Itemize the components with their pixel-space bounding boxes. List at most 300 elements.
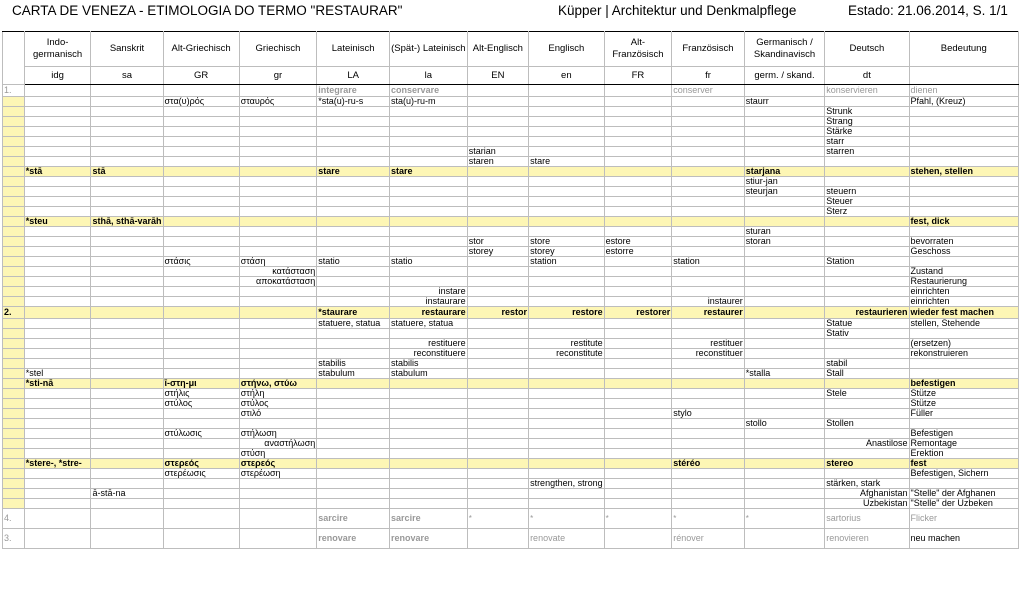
table-cell: [604, 187, 672, 197]
table-cell: [909, 117, 1019, 127]
table-cell: [163, 277, 239, 287]
table-cell: [239, 207, 317, 217]
table-cell: [467, 349, 528, 359]
table-cell: [744, 439, 825, 449]
table-cell: στύση: [239, 449, 317, 459]
table-cell: [909, 359, 1019, 369]
table-cell: [467, 479, 528, 489]
table-cell: [744, 469, 825, 479]
table-cell: [909, 227, 1019, 237]
table-cell: Zustand: [909, 267, 1019, 277]
column-header: Alt-Französisch: [604, 32, 672, 67]
table-cell: [604, 297, 672, 307]
table-cell: [909, 107, 1019, 117]
table-cell: [604, 137, 672, 147]
table-cell: [604, 499, 672, 509]
table-cell: [24, 349, 91, 359]
table-cell: [467, 439, 528, 449]
table-cell: stylo: [672, 409, 744, 419]
table-cell: [744, 429, 825, 439]
table-cell: στάση: [239, 257, 317, 267]
table-cell: Befestigen: [909, 429, 1019, 439]
table-cell: [604, 217, 672, 227]
table-cell: [24, 529, 91, 549]
table-cell: [24, 187, 91, 197]
row-group-marker: [3, 399, 25, 409]
row-group-marker: [3, 247, 25, 257]
table-cell: [390, 197, 468, 207]
table-cell: stiur-jan: [744, 177, 825, 187]
table-cell: stabulum: [390, 369, 468, 379]
table-cell: [163, 529, 239, 549]
table-cell: [239, 85, 317, 97]
table-cell: [529, 207, 605, 217]
table-cell: [239, 237, 317, 247]
table-cell: [672, 127, 744, 137]
table-cell: [825, 237, 909, 247]
table-cell: [163, 509, 239, 529]
table-row: [3, 227, 1019, 237]
table-cell: store: [529, 237, 605, 247]
table-cell: στήλωση: [239, 429, 317, 439]
table-cell: [390, 177, 468, 187]
table-cell: staurr: [744, 97, 825, 107]
table-cell: [909, 137, 1019, 147]
table-cell: [529, 97, 605, 107]
table-cell: [529, 137, 605, 147]
table-cell: [239, 167, 317, 177]
row-group-marker: [3, 157, 25, 167]
column-header: Bedeutung: [909, 32, 1019, 67]
table-cell: [604, 489, 672, 499]
table-cell: [825, 449, 909, 459]
column-code: germ. / skand.: [744, 67, 825, 85]
table-cell: [91, 187, 163, 197]
table-cell: Station: [825, 257, 909, 267]
table-cell: [390, 409, 468, 419]
table-cell: [744, 247, 825, 257]
table-cell: [744, 489, 825, 499]
table-cell: [825, 247, 909, 257]
table-cell: στερεός: [163, 459, 239, 469]
table-cell: [163, 489, 239, 499]
table-cell: [239, 499, 317, 509]
table-cell: sarcire: [390, 509, 468, 529]
table-cell: [390, 117, 468, 127]
table-cell: [239, 197, 317, 207]
table-cell: [529, 499, 605, 509]
table-cell: [91, 247, 163, 257]
table-cell: [744, 107, 825, 117]
corner-cell: [3, 32, 25, 85]
table-cell: fest: [909, 459, 1019, 469]
table-cell: sturan: [744, 227, 825, 237]
table-cell: [672, 389, 744, 399]
table-cell: [239, 247, 317, 257]
table-cell: [604, 227, 672, 237]
row-group-marker: [3, 419, 25, 429]
table-row: [3, 459, 1019, 469]
table-cell: [239, 489, 317, 499]
table-cell: [909, 207, 1019, 217]
table-cell: [24, 359, 91, 369]
table-cell: einrichten: [909, 287, 1019, 297]
table-cell: [744, 85, 825, 97]
table-row: [3, 107, 1019, 117]
table-cell: στιλό: [239, 409, 317, 419]
table-cell: [239, 329, 317, 339]
table-cell: [24, 247, 91, 257]
table-cell: [24, 307, 91, 319]
table-cell: Afghanistan: [825, 489, 909, 499]
table-cell: [604, 277, 672, 287]
row-group-marker: [3, 297, 25, 307]
table-cell: restituer: [672, 339, 744, 349]
table-cell: Statue: [825, 319, 909, 329]
table-cell: [672, 287, 744, 297]
table-cell: [24, 419, 91, 429]
table-cell: [163, 479, 239, 489]
table-cell: [604, 469, 672, 479]
table-cell: [672, 157, 744, 167]
table-cell: [744, 449, 825, 459]
table-cell: [467, 429, 528, 439]
table-cell: ā-stā-na: [91, 489, 163, 499]
column-code: EN: [467, 67, 528, 85]
table-cell: [24, 257, 91, 267]
table-cell: *stel: [24, 369, 91, 379]
table-cell: [672, 217, 744, 227]
table-cell: [672, 419, 744, 429]
row-group-marker: [3, 339, 25, 349]
column-code: fr: [672, 67, 744, 85]
table-cell: renovieren: [825, 529, 909, 549]
table-cell: στήνω, στύω: [239, 379, 317, 389]
table-cell: [24, 449, 91, 459]
table-cell: [24, 297, 91, 307]
table-cell: restitute: [529, 339, 605, 349]
table-cell: bevorraten: [909, 237, 1019, 247]
table-cell: [604, 339, 672, 349]
table-row: [3, 277, 1019, 287]
table-cell: [239, 187, 317, 197]
table-cell: [604, 449, 672, 459]
table-cell: [529, 329, 605, 339]
table-row: [3, 117, 1019, 127]
table-cell: Strunk: [825, 107, 909, 117]
table-cell: [91, 147, 163, 157]
table-cell: [604, 319, 672, 329]
column-header: Sanskrit: [91, 32, 163, 67]
table-cell: *: [672, 509, 744, 529]
column-code: LA: [317, 67, 390, 85]
table-cell: [467, 499, 528, 509]
table-cell: statio: [317, 257, 390, 267]
table-cell: Stall: [825, 369, 909, 379]
table-cell: [163, 287, 239, 297]
table-cell: *sti-nā: [24, 379, 91, 389]
table-cell: [317, 127, 390, 137]
table-cell: [163, 369, 239, 379]
table-cell: [467, 85, 528, 97]
table-cell: conservare: [390, 85, 468, 97]
table-cell: [390, 389, 468, 399]
table-cell: Befestigen, Sichern: [909, 469, 1019, 479]
table-cell: [672, 237, 744, 247]
table-cell: [91, 207, 163, 217]
row-group-marker: [3, 97, 25, 107]
table-cell: Stollen: [825, 419, 909, 429]
table-cell: [744, 147, 825, 157]
table-cell: [825, 287, 909, 297]
table-cell: [744, 479, 825, 489]
table-cell: [744, 529, 825, 549]
row-group-marker: [3, 479, 25, 489]
row-group-marker: [3, 459, 25, 469]
table-cell: [24, 319, 91, 329]
table-row: [3, 187, 1019, 197]
table-cell: [604, 177, 672, 187]
table-cell: [604, 459, 672, 469]
column-header: Englisch: [529, 32, 605, 67]
row-group-marker: [3, 359, 25, 369]
table-cell: [239, 419, 317, 429]
table-cell: στήλη: [239, 389, 317, 399]
table-cell: [163, 107, 239, 117]
table-cell: ῑ-στη-μι: [163, 379, 239, 389]
column-header: Alt-Griechisch: [163, 32, 239, 67]
table-cell: [91, 319, 163, 329]
column-header: Lateinisch: [317, 32, 390, 67]
table-cell: steuern: [825, 187, 909, 197]
table-cell: στερέωσις: [163, 469, 239, 479]
table-cell: [317, 419, 390, 429]
table-cell: [317, 287, 390, 297]
table-cell: [317, 107, 390, 117]
table-cell: [467, 297, 528, 307]
table-row: [3, 359, 1019, 369]
table-cell: [672, 399, 744, 409]
table-cell: [317, 399, 390, 409]
table-cell: Sterz: [825, 207, 909, 217]
column-header: (Spät-) Lateinisch: [390, 32, 468, 67]
table-cell: [317, 277, 390, 287]
table-cell: [467, 329, 528, 339]
table-cell: [529, 227, 605, 237]
table-cell: [467, 409, 528, 419]
table-cell: [672, 439, 744, 449]
document-title: CARTA DE VENEZA - ETIMOLOGIA DO TERMO "RESTAURAR": [12, 3, 403, 18]
row-group-marker: 1.: [3, 85, 25, 97]
table-row: [3, 157, 1019, 167]
table-cell: [467, 449, 528, 459]
table-row: [3, 257, 1019, 267]
table-cell: [744, 389, 825, 399]
table-cell: *stalla: [744, 369, 825, 379]
table-cell: [24, 97, 91, 107]
row-group-marker: [3, 449, 25, 459]
table-cell: [390, 469, 468, 479]
table-cell: [91, 469, 163, 479]
table-cell: [390, 439, 468, 449]
table-cell: *staurare: [317, 307, 390, 319]
table-cell: [529, 359, 605, 369]
etymology-table: [2, 31, 1019, 549]
table-cell: [529, 379, 605, 389]
row-group-marker: [3, 409, 25, 419]
table-cell: [163, 499, 239, 509]
column-header: Französisch: [672, 32, 744, 67]
table-cell: starian: [467, 147, 528, 157]
table-cell: [909, 369, 1019, 379]
table-cell: [24, 499, 91, 509]
table-cell: [390, 489, 468, 499]
column-code: la: [390, 67, 468, 85]
column-header-row: [3, 32, 1019, 67]
table-cell: [24, 227, 91, 237]
table-cell: [91, 237, 163, 247]
table-cell: [529, 369, 605, 379]
table-cell: [529, 107, 605, 117]
table-cell: [604, 207, 672, 217]
group-row: [3, 529, 1019, 549]
table-cell: [317, 237, 390, 247]
table-cell: [744, 297, 825, 307]
table-cell: [467, 107, 528, 117]
table-cell: [91, 267, 163, 277]
table-cell: [604, 267, 672, 277]
table-cell: renovare: [390, 529, 468, 549]
table-row: [3, 207, 1019, 217]
table-cell: [529, 277, 605, 287]
table-cell: [163, 217, 239, 227]
row-group-marker: [3, 267, 25, 277]
table-row: [3, 177, 1019, 187]
table-cell: [825, 217, 909, 227]
table-cell: [390, 237, 468, 247]
table-cell: [825, 399, 909, 409]
table-cell: [825, 409, 909, 419]
table-cell: [529, 389, 605, 399]
table-row: [3, 489, 1019, 499]
table-cell: [239, 529, 317, 549]
table-cell: [604, 329, 672, 339]
table-cell: [909, 329, 1019, 339]
table-cell: wieder fest machen: [909, 307, 1019, 319]
table-cell: stereo: [825, 459, 909, 469]
table-cell: [604, 85, 672, 97]
table-cell: [24, 85, 91, 97]
table-cell: [163, 85, 239, 97]
table-cell: [529, 469, 605, 479]
table-cell: [529, 167, 605, 177]
table-cell: [24, 287, 91, 297]
table-cell: [672, 227, 744, 237]
table-row: [3, 499, 1019, 509]
table-cell: [24, 277, 91, 287]
table-cell: [467, 379, 528, 389]
table-cell: [390, 137, 468, 147]
table-cell: [529, 85, 605, 97]
table-cell: [744, 319, 825, 329]
table-cell: [467, 529, 528, 549]
table-cell: [467, 319, 528, 329]
table-cell: fest, dick: [909, 217, 1019, 227]
table-cell: renovate: [529, 529, 605, 549]
table-cell: [91, 137, 163, 147]
table-cell: [317, 197, 390, 207]
table-cell: stare: [317, 167, 390, 177]
row-group-marker: [3, 127, 25, 137]
table-cell: [317, 157, 390, 167]
column-code: FR: [604, 67, 672, 85]
table-cell: [672, 469, 744, 479]
table-cell: [91, 339, 163, 349]
table-cell: instaurare: [390, 297, 468, 307]
table-cell: [163, 359, 239, 369]
table-cell: [239, 509, 317, 529]
table-cell: [825, 429, 909, 439]
table-cell: [317, 409, 390, 419]
table-cell: [24, 329, 91, 339]
table-cell: [163, 237, 239, 247]
table-cell: *: [529, 509, 605, 529]
table-cell: [672, 187, 744, 197]
row-group-marker: [3, 319, 25, 329]
column-code: idg: [24, 67, 91, 85]
table-cell: [239, 359, 317, 369]
table-cell: [744, 349, 825, 359]
table-row: [3, 329, 1019, 339]
table-cell: [529, 319, 605, 329]
table-cell: [163, 137, 239, 147]
table-cell: [24, 409, 91, 419]
table-cell: [604, 439, 672, 449]
table-cell: [529, 187, 605, 197]
column-code: [909, 67, 1019, 85]
table-cell: [91, 429, 163, 439]
table-row: [3, 409, 1019, 419]
table-cell: [825, 227, 909, 237]
table-row: [3, 287, 1019, 297]
table-cell: Restaurierung: [909, 277, 1019, 287]
table-cell: [390, 459, 468, 469]
table-cell: [91, 107, 163, 117]
table-cell: *: [467, 509, 528, 529]
table-cell: [672, 137, 744, 147]
table-cell: [672, 329, 744, 339]
table-cell: [604, 197, 672, 207]
row-group-marker: [3, 187, 25, 197]
table-cell: [239, 217, 317, 227]
table-cell: [163, 247, 239, 257]
table-cell: [744, 207, 825, 217]
table-cell: [744, 257, 825, 267]
table-cell: neu machen: [909, 529, 1019, 549]
table-cell: [239, 307, 317, 319]
table-cell: [825, 297, 909, 307]
table-cell: [467, 167, 528, 177]
row-group-marker: [3, 489, 25, 499]
table-cell: [390, 247, 468, 257]
table-cell: [744, 217, 825, 227]
table-cell: [467, 97, 528, 107]
group-row: [3, 509, 1019, 529]
table-cell: stā: [91, 167, 163, 177]
table-cell: [467, 287, 528, 297]
table-cell: [604, 369, 672, 379]
column-code-row: [3, 67, 1019, 85]
